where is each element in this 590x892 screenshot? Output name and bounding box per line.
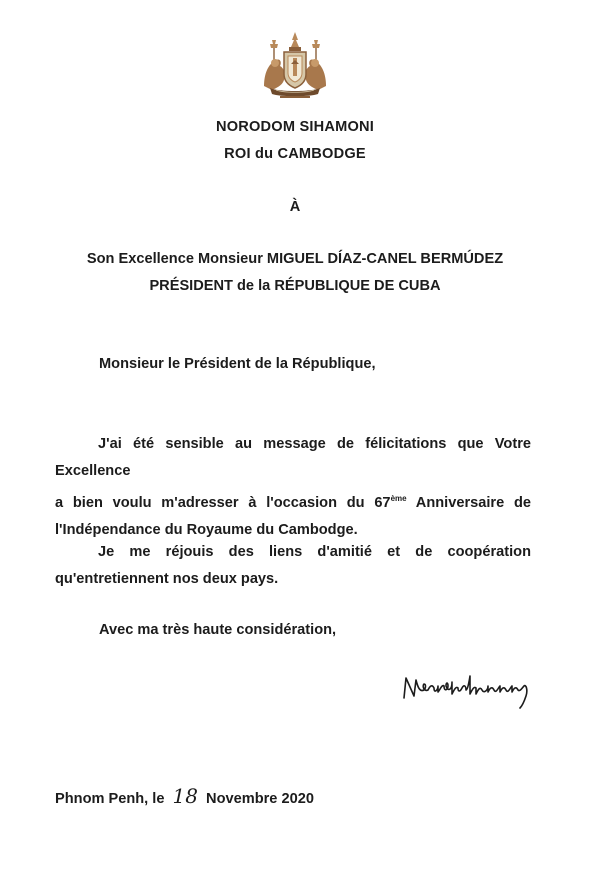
paragraph-line: qu'entretiennent nos deux pays. bbox=[55, 571, 279, 587]
closing: Avec ma très haute considération, bbox=[99, 622, 337, 638]
sender-title: ROI du CAMBODGE bbox=[224, 146, 366, 162]
addressee-marker: À bbox=[289, 199, 301, 215]
recipient-title: PRÉSIDENT de la RÉPUBLIQUE DE CUBA bbox=[149, 278, 441, 294]
paragraph-line: Je me réjouis des liens d'amitié et de coopération bbox=[98, 544, 531, 560]
paragraph-line: l'Indépendance du Royaume du Cambodge. bbox=[55, 522, 358, 538]
royal-arms-icon bbox=[258, 30, 332, 102]
paragraph-line: a bien voulu m'adresser à l'occasion du 67ème Anniversaire de bbox=[55, 494, 531, 511]
sender-name: NORODOM SIHAMONI bbox=[215, 119, 375, 135]
signature-icon bbox=[400, 668, 538, 710]
paragraph-friendship bbox=[55, 539, 531, 593]
date-month-year: Novembre 2020 bbox=[206, 791, 314, 807]
salutation: Monsieur le Président de la République, bbox=[99, 356, 376, 372]
date-line bbox=[55, 784, 314, 808]
date-day-handwritten: 18 bbox=[172, 784, 198, 808]
recipient-name: Son Excellence Monsieur MIGUEL DÍAZ-CANEL BERMÚDEZ bbox=[86, 251, 504, 267]
paragraph-congratulations bbox=[55, 431, 531, 544]
date-place: Phnom Penh, le bbox=[55, 791, 165, 807]
paragraph-line: J'ai été sensible au message de félicitations que Votre Excellence bbox=[55, 436, 531, 479]
